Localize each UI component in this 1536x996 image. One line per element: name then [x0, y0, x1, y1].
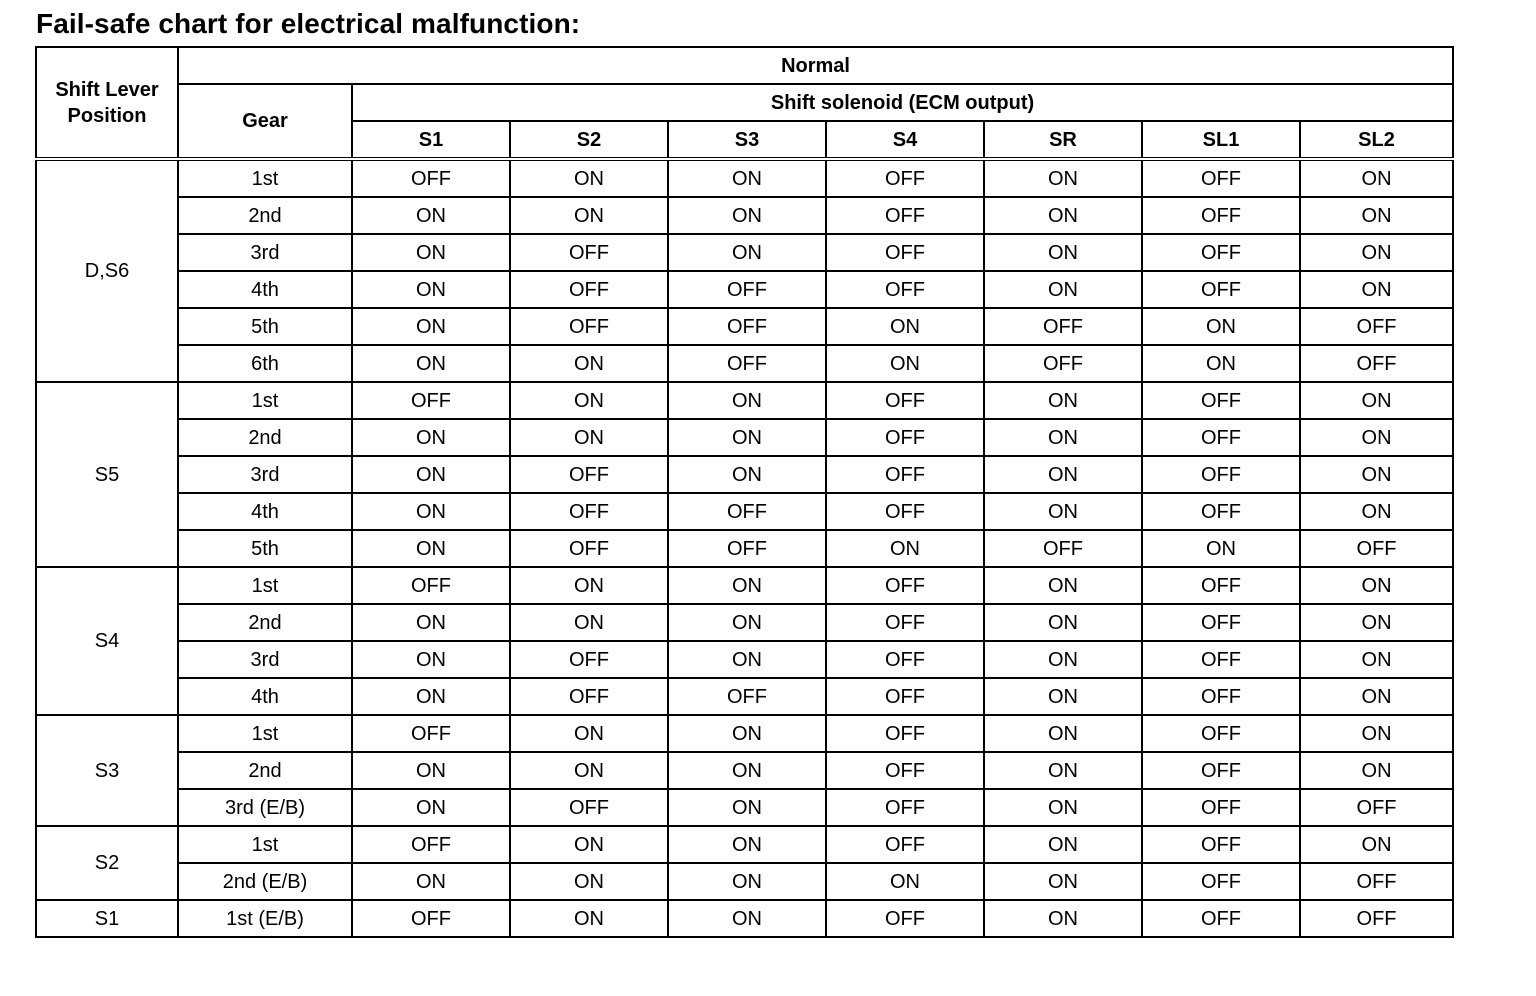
solenoid-state-cell: ON [984, 567, 1142, 604]
table-row [36, 382, 1453, 419]
gear-cell: 2nd [178, 419, 352, 456]
solenoid-state-cell: ON [668, 641, 826, 678]
table-row [36, 419, 1453, 456]
solenoid-state-cell: ON [984, 382, 1142, 419]
solenoid-state-cell: ON [668, 900, 826, 937]
table-row [36, 530, 1453, 567]
solenoid-state-cell: OFF [826, 419, 984, 456]
page-title: Fail-safe chart for electrical malfunction: [36, 8, 581, 39]
shift-lever-position-cell: S3 [36, 715, 178, 826]
table-row [36, 456, 1453, 493]
solenoid-state-cell: ON [1300, 234, 1453, 271]
gear-cell: 4th [178, 493, 352, 530]
table-row [36, 715, 1453, 752]
solenoid-state-cell: ON [668, 419, 826, 456]
solenoid-state-cell: ON [1300, 493, 1453, 530]
solenoid-state-cell: ON [984, 234, 1142, 271]
gear-cell: 1st [178, 382, 352, 419]
solenoid-state-cell: OFF [1300, 863, 1453, 900]
gear-cell: 3rd (E/B) [178, 789, 352, 826]
solenoid-state-cell: ON [510, 567, 668, 604]
solenoid-header-sl2: SL2 [1300, 121, 1453, 159]
solenoid-state-cell: OFF [668, 530, 826, 567]
solenoid-header-s3: S3 [668, 121, 826, 159]
solenoid-state-cell: OFF [352, 826, 510, 863]
solenoid-state-cell: OFF [1142, 493, 1300, 530]
solenoid-state-cell: ON [352, 678, 510, 715]
solenoid-state-cell: ON [352, 789, 510, 826]
solenoid-state-cell: OFF [826, 826, 984, 863]
solenoid-state-cell: ON [984, 493, 1142, 530]
shift-lever-position-cell: S2 [36, 826, 178, 900]
solenoid-state-cell: ON [668, 604, 826, 641]
table-row [36, 345, 1453, 382]
solenoid-state-cell: ON [510, 345, 668, 382]
chart-body [36, 159, 1453, 937]
gear-cell: 1st [178, 159, 352, 197]
table-row [36, 234, 1453, 271]
solenoid-state-cell: OFF [1142, 456, 1300, 493]
solenoid-state-cell: ON [984, 641, 1142, 678]
solenoid-state-cell: ON [668, 789, 826, 826]
table-row [36, 159, 1453, 197]
solenoid-state-cell: ON [352, 530, 510, 567]
solenoid-state-cell: OFF [826, 493, 984, 530]
solenoid-state-cell: ON [352, 345, 510, 382]
solenoid-state-cell: OFF [1300, 308, 1453, 345]
solenoid-state-cell: ON [510, 197, 668, 234]
solenoid-state-cell: OFF [1142, 863, 1300, 900]
solenoid-state-cell: OFF [826, 567, 984, 604]
solenoid-state-cell: ON [1300, 826, 1453, 863]
solenoid-state-cell: ON [984, 789, 1142, 826]
gear-cell: 5th [178, 530, 352, 567]
solenoid-state-cell: OFF [826, 789, 984, 826]
solenoid-state-cell: ON [1300, 678, 1453, 715]
gear-cell: 2nd (E/B) [178, 863, 352, 900]
solenoid-state-cell: ON [1300, 197, 1453, 234]
table-row [36, 678, 1453, 715]
normal-header: Normal [178, 47, 1453, 84]
solenoid-state-cell: ON [352, 308, 510, 345]
solenoid-state-cell: OFF [984, 308, 1142, 345]
solenoid-state-cell: ON [1142, 345, 1300, 382]
gear-header: Gear [178, 84, 352, 159]
solenoid-state-cell: OFF [668, 493, 826, 530]
solenoid-state-cell: ON [510, 159, 668, 197]
solenoid-state-cell: ON [352, 419, 510, 456]
solenoid-state-cell: OFF [984, 345, 1142, 382]
solenoid-state-cell: OFF [1142, 604, 1300, 641]
solenoid-state-cell: OFF [668, 271, 826, 308]
table-row [36, 752, 1453, 789]
solenoid-state-cell: ON [1300, 271, 1453, 308]
solenoid-state-cell: OFF [1300, 789, 1453, 826]
solenoid-state-cell: OFF [826, 271, 984, 308]
solenoid-state-cell: ON [668, 752, 826, 789]
solenoid-state-cell: ON [984, 197, 1142, 234]
solenoid-state-cell: ON [352, 271, 510, 308]
table-row [36, 197, 1453, 234]
solenoid-state-cell: ON [352, 456, 510, 493]
table-row [36, 271, 1453, 308]
solenoid-state-cell: ON [668, 197, 826, 234]
solenoid-state-cell: OFF [510, 234, 668, 271]
solenoid-state-cell: ON [1300, 752, 1453, 789]
solenoid-state-cell: OFF [826, 678, 984, 715]
solenoid-state-cell: ON [984, 604, 1142, 641]
solenoid-state-cell: OFF [826, 382, 984, 419]
solenoid-state-cell: OFF [826, 641, 984, 678]
solenoid-state-cell: ON [510, 863, 668, 900]
gear-cell: 2nd [178, 604, 352, 641]
gear-cell: 3rd [178, 456, 352, 493]
table-row [36, 900, 1453, 937]
solenoid-state-cell: OFF [510, 456, 668, 493]
solenoid-state-cell: OFF [352, 715, 510, 752]
solenoid-state-cell: ON [1300, 159, 1453, 197]
solenoid-state-cell: OFF [510, 271, 668, 308]
solenoid-state-cell: OFF [510, 493, 668, 530]
solenoid-state-cell: ON [826, 863, 984, 900]
solenoid-state-cell: OFF [826, 752, 984, 789]
solenoid-state-cell: ON [510, 382, 668, 419]
solenoid-state-cell: OFF [1300, 530, 1453, 567]
solenoid-state-cell: ON [668, 234, 826, 271]
solenoid-state-cell: OFF [826, 159, 984, 197]
solenoid-state-cell: ON [984, 271, 1142, 308]
solenoid-state-cell: OFF [1142, 826, 1300, 863]
gear-cell: 4th [178, 271, 352, 308]
solenoid-state-cell: OFF [1142, 419, 1300, 456]
solenoid-state-cell: OFF [668, 678, 826, 715]
solenoid-state-cell: OFF [826, 234, 984, 271]
solenoid-state-cell: OFF [1142, 752, 1300, 789]
solenoid-state-cell: OFF [1142, 641, 1300, 678]
solenoid-header-s2: S2 [510, 121, 668, 159]
gear-cell: 1st [178, 826, 352, 863]
solenoid-state-cell: OFF [826, 456, 984, 493]
solenoid-state-cell: OFF [1142, 715, 1300, 752]
solenoid-state-cell: ON [668, 382, 826, 419]
solenoid-state-cell: ON [826, 345, 984, 382]
solenoid-state-cell: ON [826, 308, 984, 345]
gear-cell: 4th [178, 678, 352, 715]
solenoid-state-cell: ON [352, 234, 510, 271]
solenoid-state-cell: ON [510, 604, 668, 641]
solenoid-state-cell: OFF [352, 900, 510, 937]
solenoid-state-cell: OFF [1142, 900, 1300, 937]
shift-solenoid-header: Shift solenoid (ECM output) [352, 84, 1453, 121]
solenoid-state-cell: ON [510, 419, 668, 456]
solenoid-state-cell: OFF [352, 159, 510, 197]
solenoid-state-cell: ON [668, 567, 826, 604]
solenoid-state-cell: ON [510, 900, 668, 937]
solenoid-state-cell: ON [984, 678, 1142, 715]
solenoid-state-cell: OFF [352, 567, 510, 604]
solenoid-state-cell: ON [352, 197, 510, 234]
solenoid-state-cell: ON [1300, 641, 1453, 678]
solenoid-state-cell: OFF [826, 900, 984, 937]
solenoid-state-cell: ON [1300, 604, 1453, 641]
solenoid-state-cell: OFF [1142, 382, 1300, 419]
solenoid-header-s4: S4 [826, 121, 984, 159]
solenoid-state-cell: ON [1300, 419, 1453, 456]
solenoid-state-cell: ON [984, 456, 1142, 493]
solenoid-state-cell: ON [1300, 456, 1453, 493]
solenoid-state-cell: OFF [1142, 789, 1300, 826]
solenoid-state-cell: OFF [1142, 234, 1300, 271]
solenoid-state-cell: ON [1142, 530, 1300, 567]
gear-cell: 1st (E/B) [178, 900, 352, 937]
table-row [36, 789, 1453, 826]
solenoid-state-cell: ON [826, 530, 984, 567]
solenoid-state-cell: ON [1300, 715, 1453, 752]
solenoid-state-cell: ON [352, 641, 510, 678]
solenoid-state-cell: OFF [1142, 567, 1300, 604]
shift-lever-position-cell: S5 [36, 382, 178, 567]
table-row [36, 641, 1453, 678]
table-row [36, 826, 1453, 863]
solenoid-state-cell: OFF [510, 789, 668, 826]
solenoid-state-cell: ON [1300, 382, 1453, 419]
solenoid-state-cell: OFF [668, 345, 826, 382]
solenoid-state-cell: OFF [1142, 271, 1300, 308]
solenoid-state-cell: OFF [1300, 900, 1453, 937]
solenoid-state-cell: ON [352, 752, 510, 789]
solenoid-state-cell: ON [352, 604, 510, 641]
shift-lever-position-header: Shift Lever Position [36, 47, 178, 159]
fail-safe-table [35, 46, 1454, 938]
solenoid-state-cell: ON [984, 419, 1142, 456]
solenoid-state-cell: ON [984, 715, 1142, 752]
gear-cell: 1st [178, 567, 352, 604]
solenoid-state-cell: OFF [1142, 159, 1300, 197]
solenoid-header-sl1: SL1 [1142, 121, 1300, 159]
solenoid-state-cell: OFF [510, 308, 668, 345]
solenoid-state-cell: OFF [1142, 197, 1300, 234]
solenoid-state-cell: ON [984, 900, 1142, 937]
solenoid-state-cell: ON [984, 752, 1142, 789]
solenoid-state-cell: OFF [510, 641, 668, 678]
gear-cell: 2nd [178, 752, 352, 789]
solenoid-state-cell: ON [984, 826, 1142, 863]
solenoid-header-s1: S1 [352, 121, 510, 159]
solenoid-state-cell: ON [984, 159, 1142, 197]
solenoid-state-cell: ON [668, 456, 826, 493]
solenoid-state-cell: OFF [826, 604, 984, 641]
solenoid-state-cell: ON [668, 159, 826, 197]
solenoid-header-sr: SR [984, 121, 1142, 159]
gear-cell: 2nd [178, 197, 352, 234]
gear-cell: 1st [178, 715, 352, 752]
solenoid-state-cell: ON [352, 863, 510, 900]
table-row [36, 567, 1453, 604]
solenoid-state-cell: ON [1142, 308, 1300, 345]
solenoid-state-cell: OFF [1300, 345, 1453, 382]
solenoid-state-cell: ON [668, 826, 826, 863]
gear-cell: 3rd [178, 234, 352, 271]
solenoid-state-cell: OFF [1142, 678, 1300, 715]
solenoid-state-cell: ON [510, 826, 668, 863]
gear-cell: 3rd [178, 641, 352, 678]
solenoid-state-cell: ON [984, 863, 1142, 900]
solenoid-state-cell: ON [668, 863, 826, 900]
solenoid-state-cell: OFF [352, 382, 510, 419]
solenoid-state-cell: OFF [826, 197, 984, 234]
table-row [36, 863, 1453, 900]
solenoid-state-cell: ON [510, 715, 668, 752]
solenoid-state-cell: ON [668, 715, 826, 752]
solenoid-state-cell: OFF [668, 308, 826, 345]
table-row [36, 493, 1453, 530]
solenoid-state-cell: ON [1300, 567, 1453, 604]
shift-lever-position-cell: S1 [36, 900, 178, 937]
solenoid-state-cell: OFF [510, 678, 668, 715]
solenoid-state-cell: OFF [984, 530, 1142, 567]
solenoid-state-cell: OFF [826, 715, 984, 752]
solenoid-state-cell: ON [352, 493, 510, 530]
shift-lever-position-cell: S4 [36, 567, 178, 715]
gear-cell: 5th [178, 308, 352, 345]
table-row [36, 308, 1453, 345]
solenoid-state-cell: OFF [510, 530, 668, 567]
gear-cell: 6th [178, 345, 352, 382]
table-row [36, 604, 1453, 641]
shift-lever-position-cell: D,S6 [36, 159, 178, 382]
solenoid-state-cell: ON [510, 752, 668, 789]
